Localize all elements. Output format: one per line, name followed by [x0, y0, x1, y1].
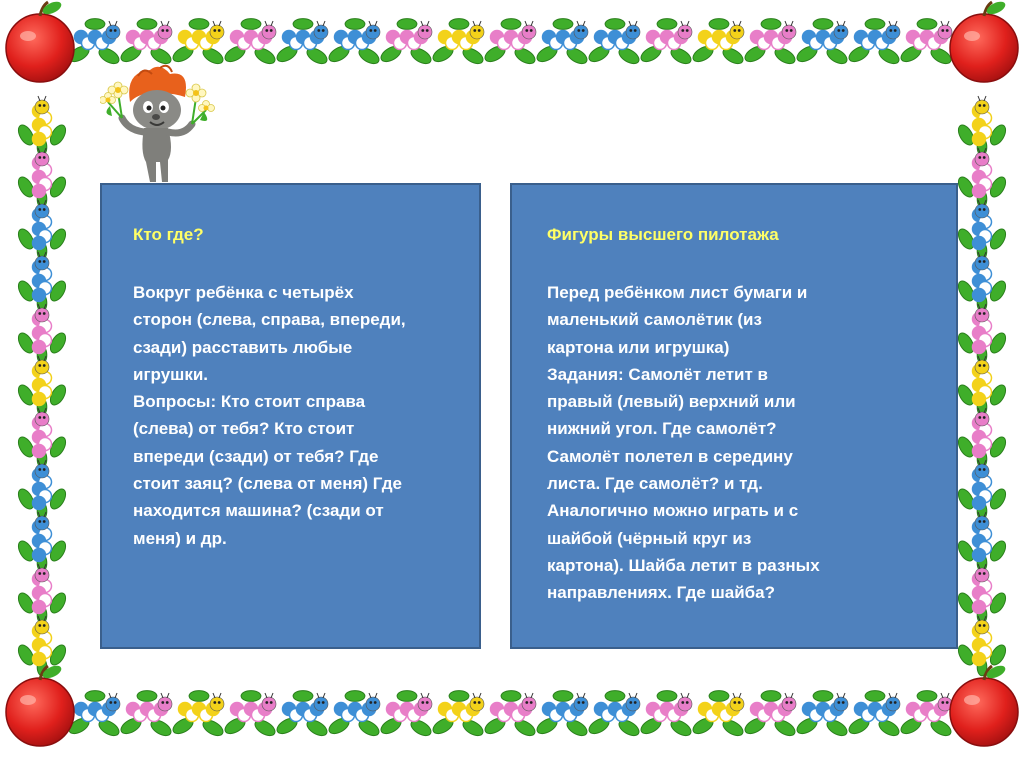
- left-card-title: Кто где?: [133, 225, 204, 244]
- caterpillar-icon: [33, 200, 52, 250]
- caterpillar-icon: [33, 408, 52, 458]
- leaf-icon: [709, 691, 729, 702]
- top-border-band: [66, 19, 953, 67]
- left-border-band: [15, 96, 68, 676]
- caterpillar-icon: [33, 252, 52, 302]
- left-card-line: стоит заяц? (слева от меня) Где: [133, 474, 402, 494]
- caterpillar-icon: [33, 616, 52, 666]
- leaf-icon: [137, 19, 157, 30]
- caterpillar-icon: [33, 148, 52, 198]
- caterpillar-icon: [973, 408, 992, 458]
- leaf-icon: [449, 19, 469, 30]
- right-card-line: Аналогично можно играть и с: [547, 501, 799, 521]
- leaf-icon: [761, 19, 781, 30]
- left-card-line: меня) и др.: [133, 528, 227, 548]
- leaf-icon: [501, 691, 521, 702]
- leaf-icon: [241, 691, 261, 702]
- leaf-icon: [189, 691, 209, 702]
- leaf-icon: [813, 19, 833, 30]
- caterpillar-icon: [33, 96, 52, 146]
- right-info-card: [510, 183, 958, 649]
- caterpillar-icon: [973, 356, 992, 406]
- leaf-icon: [345, 691, 365, 702]
- leaf-icon: [553, 691, 573, 702]
- caterpillar-icon: [33, 512, 52, 562]
- right-card-line: маленький самолётик (из: [547, 310, 762, 330]
- leaf-icon: [345, 19, 365, 30]
- caterpillar-icon: [973, 616, 992, 666]
- caterpillar-icon: [973, 252, 992, 302]
- leaf-icon: [397, 691, 417, 702]
- leaf-icon: [449, 691, 469, 702]
- left-card-line: игрушки.: [133, 364, 208, 384]
- left-card-line: находится машина? (сзади от: [133, 501, 384, 521]
- right-card-line: Перед ребёнком лист бумаги и: [547, 283, 808, 302]
- leaf-icon: [709, 19, 729, 30]
- right-card-line: правый (левый) верхний или: [547, 392, 796, 412]
- leaf-icon: [761, 691, 781, 702]
- caterpillar-icon: [973, 564, 992, 614]
- left-card-line: Вопросы: Кто стоит справа: [133, 392, 366, 412]
- leaf-icon: [865, 691, 885, 702]
- right-card-line: направлениях. Где шайба?: [547, 583, 775, 603]
- caterpillar-icon: [33, 460, 52, 510]
- right-card-line: шайбой (чёрный круг из: [547, 528, 752, 548]
- cartoon-creature-with-flowers-icon: [100, 62, 215, 187]
- caterpillar-icon: [33, 564, 52, 614]
- leaf-icon: [189, 19, 209, 30]
- leaf-icon: [293, 691, 313, 702]
- leaf-icon: [917, 691, 937, 702]
- right-card-line: картона). Шайба летит в разных: [547, 555, 820, 575]
- left-card-line: сзади) расставить любые: [133, 337, 353, 357]
- caterpillar-icon: [973, 148, 992, 198]
- leaf-icon: [85, 19, 105, 30]
- right-card-line: Самолёт полетел в середину: [547, 446, 793, 466]
- red-apple-icon: [950, 663, 1018, 746]
- leaf-icon: [501, 19, 521, 30]
- right-card-line: листа. Где самолёт? и тд.: [547, 474, 763, 494]
- leaf-icon: [657, 19, 677, 30]
- left-card-line: сторон (слева, справа, впереди,: [133, 310, 406, 330]
- leaf-icon: [865, 19, 885, 30]
- leaf-icon: [241, 19, 261, 30]
- bottom-border-band: [66, 691, 953, 739]
- left-card-body: [133, 279, 459, 552]
- leaf-icon: [605, 19, 625, 30]
- red-apple-icon: [6, 663, 74, 746]
- caterpillar-icon: [973, 460, 992, 510]
- leaf-icon: [917, 19, 937, 30]
- leaf-icon: [397, 19, 417, 30]
- left-card-line: Вокруг ребёнка с четырёх: [133, 283, 354, 302]
- caterpillar-icon: [973, 512, 992, 562]
- right-card-line: нижний угол. Где самолёт?: [547, 419, 777, 439]
- caterpillar-icon: [973, 200, 992, 250]
- right-card-line: картона или игрушка): [547, 337, 730, 357]
- left-card-line: впереди (сзади) от тебя? Где: [133, 446, 379, 466]
- leaf-icon: [657, 691, 677, 702]
- right-card-line: Задания: Самолёт летит в: [547, 364, 769, 384]
- leaf-icon: [293, 19, 313, 30]
- leaf-icon: [553, 19, 573, 30]
- left-card-line: (слева) от тебя? Кто стоит: [133, 419, 355, 439]
- leaf-icon: [137, 691, 157, 702]
- caterpillar-icon: [33, 356, 52, 406]
- left-info-card: [100, 183, 481, 649]
- leaf-icon: [605, 691, 625, 702]
- caterpillar-icon: [973, 96, 992, 146]
- right-card-body: [547, 279, 936, 607]
- caterpillar-icon: [973, 304, 992, 354]
- leaf-icon: [85, 691, 105, 702]
- right-border-band: [955, 96, 1008, 676]
- right-card-title: Фигуры высшего пилотажа: [547, 225, 779, 244]
- red-apple-icon: [6, 0, 74, 82]
- leaf-icon: [813, 691, 833, 702]
- red-apple-icon: [950, 0, 1018, 82]
- caterpillar-icon: [33, 304, 52, 354]
